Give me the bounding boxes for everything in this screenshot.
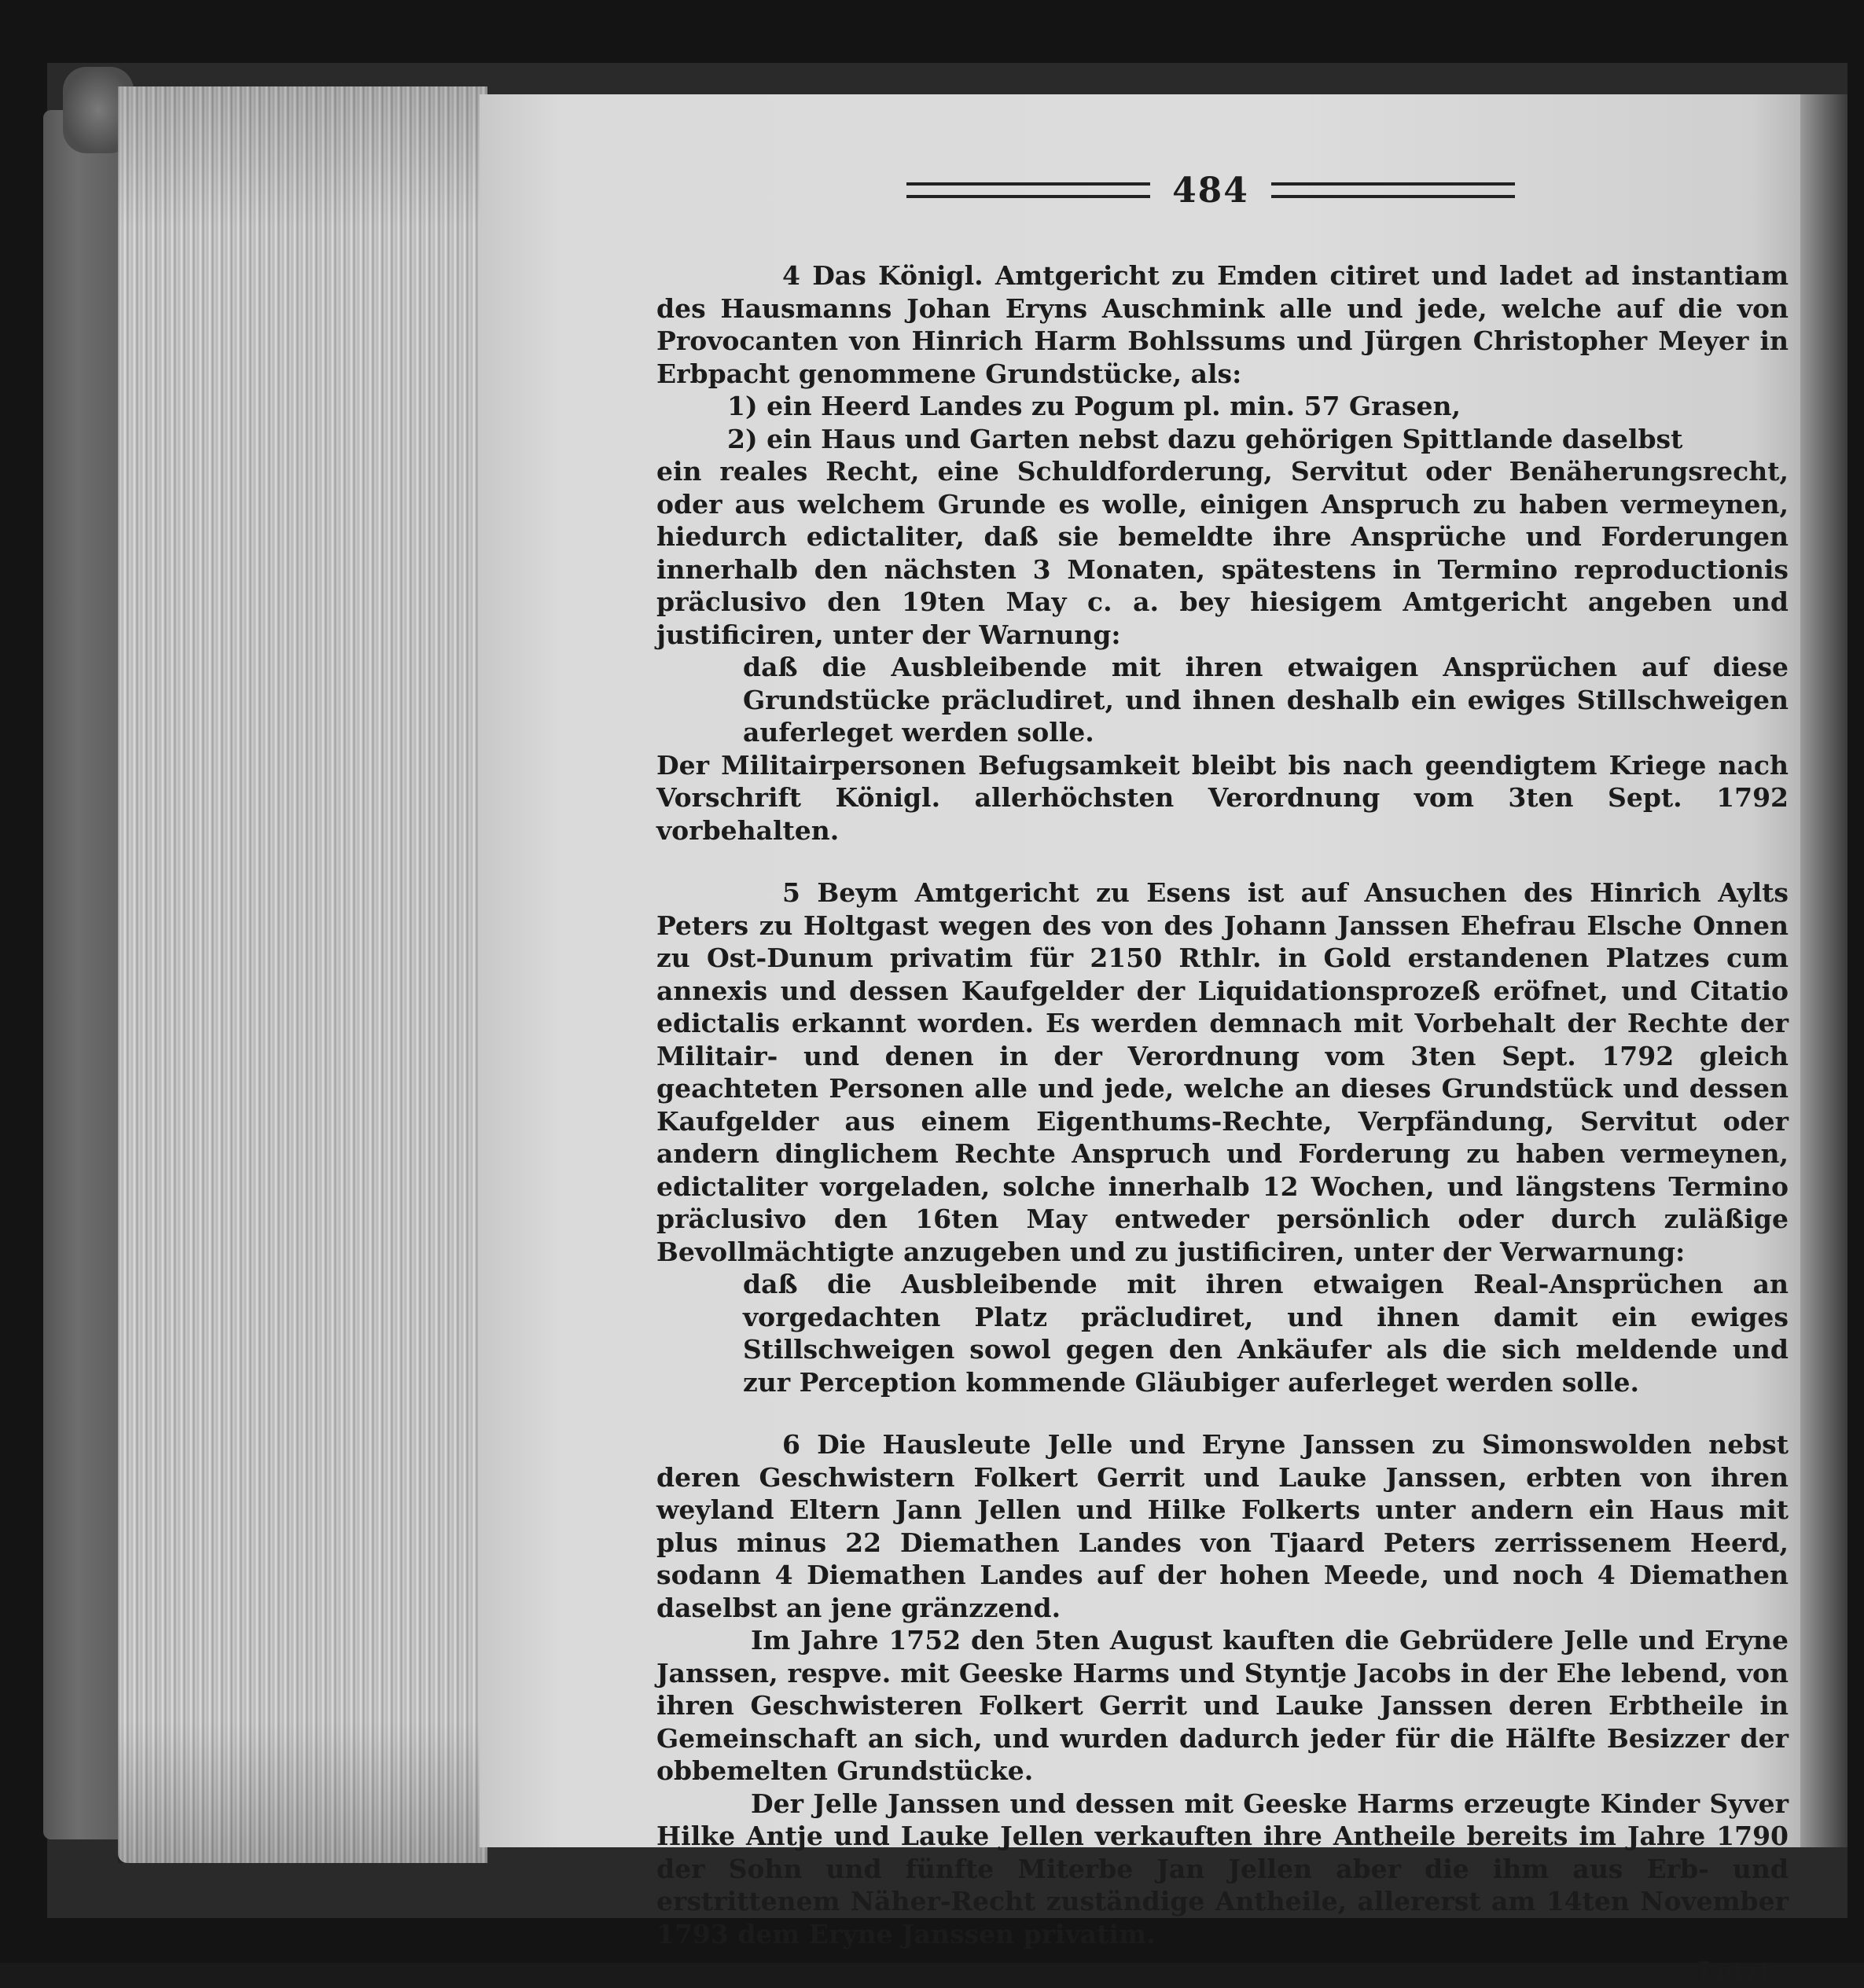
- header-rule-left: [906, 182, 1150, 198]
- catchword: Letzt.: [1698, 1956, 1781, 1986]
- page-number: 484: [1172, 170, 1249, 211]
- header-rule-right: [1271, 182, 1515, 198]
- page-gutter-shadow: [1800, 94, 1847, 1847]
- section-4-warning: daß die Ausbleibende mit ihren etwaigen Ansprüchen auf diese Grundstücke präcludiret, und ihnen deshalb ein ewiges Stillschweigen auferleget werden solle.: [743, 652, 1789, 748]
- section-6-sale-1790: Der Jelle Janssen und dessen mit Geeske Harms erzeugte Kinder Syver Hilke Antje und Lauke Jellen verkauften ihre Antheile bereits im Jahre 1790 der Sohn und fünfte Miterbe Jan Jellen aber die ihm aus Erb- und erstrittenem Näher-Recht zuständige Antheile, allererst am 14ten November 1793 dem Eryne Janssen privatim.: [656, 1788, 1789, 1949]
- book-cover-edge: [43, 110, 130, 1839]
- section-4-item-1: 1) ein Heerd Landes zu Pogum pl. min. 57 Grasen,: [727, 391, 1461, 421]
- section-4-intro: 4 Das Königl. Amtgericht zu Emden citiret und ladet ad instantiam des Hausmanns Johan Eryns Auschmink alle und jede, welche auf die von Provocanten von Hinrich Harm Bohlssums und Jürgen Christopher Meyer in Erbpacht genommene Grundstücke, als:: [656, 260, 1789, 389]
- section-4-military-note: Der Militairpersonen Befugsamkeit bleibt bis nach geendigtem Kriege nach Vorschrift Königl. allerhöchsten Verordnung vom 3ten Sept. 1792 vorbehalten.: [656, 749, 1789, 846]
- section-5-body: 5 Beym Amtgericht zu Esens ist auf Ansuchen des Hinrich Aylts Peters zu Holtgast wegen des von des Johann Janssen Ehefrau Elsche Onnen zu Ost-Dunum privatim für 2150 Rthlr. in Gold erstandenen Platzes cum annexis und dessen Kaufgelder der Liquidationsprozeß eröfnet, und Citatio edictalis erkannt worden. Es werden demnach mit Vorbehalt der Rechte der Militair- und denen in der Verordnung vom 3ten Sept. 1792 gleich geachteten Personen alle und jede, welche an dieses Grundstück und dessen Kaufgelder aus einem Eigenthums-Rechte, Verpfändung, Servitut oder andern dinglichem Rechte Anspruch und Forderung zu haben vermeynen, edictaliter vorgeladen, solche innerhalb 12 Wochen, und längstens Termino präclusivo den 16ten May entweder persönlich oder durch zuläßige Bevollmächtigte anzugeben und zu justificiren, unter der Verwarnung:: [656, 877, 1789, 1267]
- section-6-purchase-1752: Im Jahre 1752 den 5ten August kauften die Gebrüdere Jelle und Eryne Janssen, respve. mit Geeske Harms und Styntje Jacobs in der Ehe lebend, von ihren Geschwisteren Folkert Gerrit und Lauke Janssen deren Erbtheile in Gemeinschaft an sich, und wurden dadurch jeder für die Hälfte Besizzer der obbemelten Grundstücke.: [656, 1625, 1789, 1786]
- page-edges-stack: [118, 86, 487, 1863]
- section-6-intro: 6 Die Hausleute Jelle und Eryne Janssen zu Simonswolden nebst deren Geschwistern Folkert Gerrit und Lauke Janssen, erbten von ihren weyland Eltern Jann Jellen und Hilke Folkerts unter andern ein Haus mit plus minus 22 Diemathen Landes von Tjaard Peters zerrissenem Heerd, sodann 4 Diemathen Landes auf der hohen Meede, und noch 4 Diemathen daselbst an jene gränzzend.: [656, 1429, 1789, 1623]
- section-5-warning: daß die Ausbleibende mit ihren etwaigen Real-Ansprüchen an vorgedachten Platz präcludiret, und ihnen damit ein ewiges Stillschweigen sowol gegen den Ankäufer als die sich meldende und zur Perception kommende Gläubiger auferleget werden solle.: [743, 1269, 1789, 1398]
- section-4-item-2: 2) ein Haus und Garten nebst dazu gehörigen Spittlande daselbst: [727, 423, 1683, 454]
- page-header: [904, 170, 1517, 211]
- section-4-body: ein reales Recht, eine Schuldforderung, Servitut oder Benäherungsrecht, oder aus welchem Grunde es wolle, einigen Anspruch zu haben vermeynen, hiedurch edictaliter, daß sie bemeldte ihre Ansprüche und Forderungen innerhalb den nächsten 3 Monaten, spätestens in Termino reproductionis präclusivo den 19ten May c. a. bey hiesigem Amtgericht angeben und justificiren, unter der Warnung:: [656, 456, 1789, 650]
- page-body: [656, 259, 1789, 1988]
